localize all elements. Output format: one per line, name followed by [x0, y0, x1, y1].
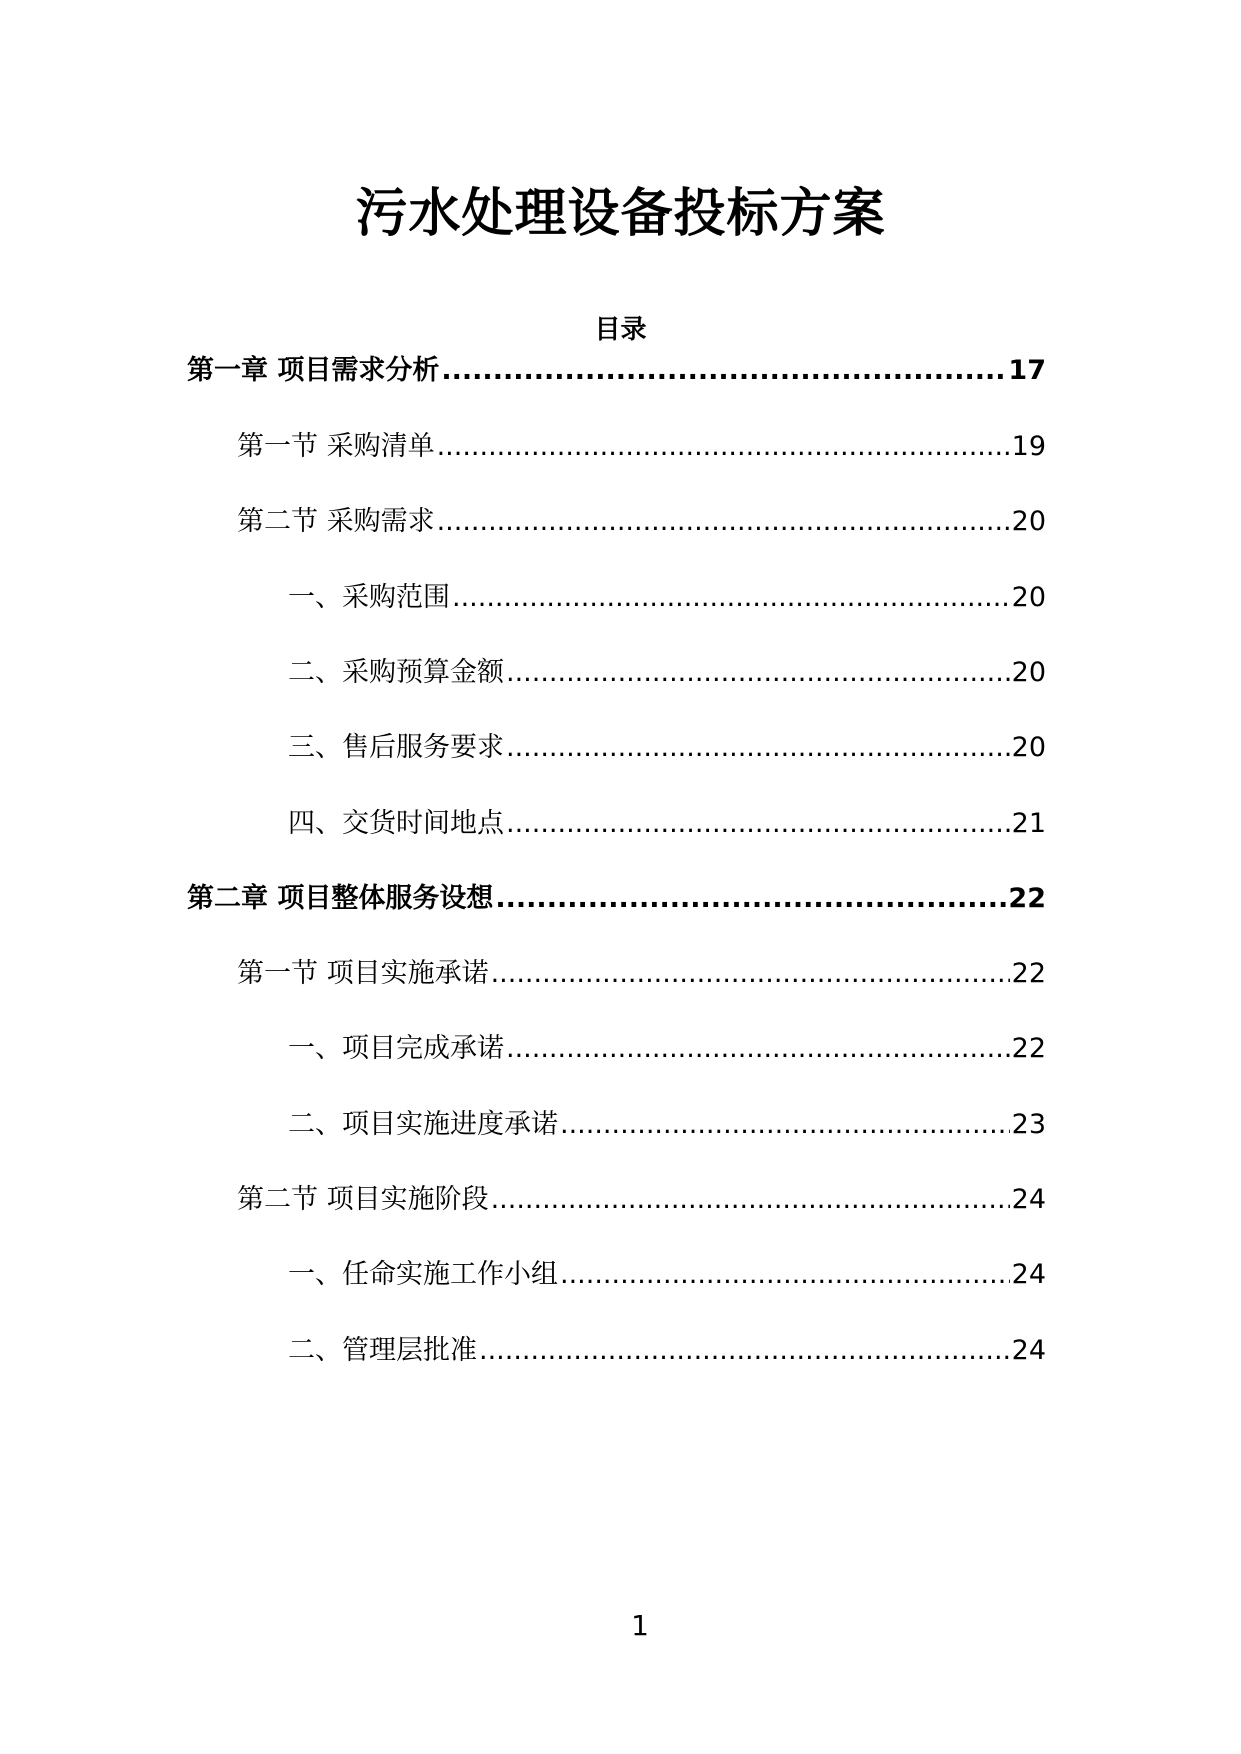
toc-entry-page: 20: [1011, 657, 1046, 688]
toc-entry-page: 20: [1011, 582, 1046, 613]
toc-entry-page: 23: [1011, 1109, 1046, 1140]
toc-entry-chapter-2[interactable]: [187, 877, 1046, 921]
toc-heading: 目录: [594, 315, 647, 345]
toc-leader-dots: [441, 349, 1006, 393]
toc-entry-section[interactable]: [237, 500, 1046, 544]
toc-entry-section[interactable]: [237, 1178, 1046, 1222]
toc-leader-dots: [560, 1253, 1010, 1297]
toc-entry-chapter-1[interactable]: [187, 349, 1046, 393]
toc-leader-dots: [437, 500, 1010, 544]
toc-entry-label: 四、交货时间地点: [288, 808, 504, 839]
toc-entry-label: 第一节 项目实施承诺: [237, 958, 489, 989]
toc-entry-page: 20: [1011, 732, 1046, 763]
toc-leader-dots: [452, 576, 1010, 620]
document-title: 污水处理设备投标方案: [355, 184, 886, 244]
toc-entry-subsection[interactable]: [288, 576, 1046, 620]
toc-leader-dots: [479, 1329, 1010, 1373]
toc-entry-subsection[interactable]: [288, 802, 1046, 846]
toc-entry-subsection[interactable]: [288, 1103, 1046, 1147]
toc-leader-dots: [491, 1178, 1010, 1222]
toc-entry-page: 24: [1011, 1335, 1046, 1366]
toc-entry-subsection[interactable]: [288, 1027, 1046, 1071]
toc-entry-label: 第二章 项目整体服务设想: [187, 883, 494, 914]
toc-entry-page: 17: [1008, 355, 1046, 386]
toc-leader-dots: [506, 651, 1010, 695]
toc-leader-dots: [506, 1027, 1010, 1071]
toc-entry-section[interactable]: [237, 952, 1046, 996]
toc-entry-page: 24: [1011, 1259, 1046, 1290]
toc-entry-subsection[interactable]: [288, 1253, 1046, 1297]
toc-entry-label: 一、项目完成承诺: [288, 1033, 504, 1064]
toc-leader-dots: [506, 726, 1010, 770]
toc-entry-subsection[interactable]: [288, 726, 1046, 770]
toc-leader-dots: [491, 952, 1010, 996]
toc-entry-label: 三、售后服务要求: [288, 732, 504, 763]
toc-leader-dots: [437, 425, 1010, 469]
toc-entry-label: 一、采购范围: [288, 582, 450, 613]
toc-entry-page: 22: [1008, 883, 1046, 914]
toc-entry-page: 24: [1011, 1184, 1046, 1215]
toc-entry-subsection[interactable]: [288, 651, 1046, 695]
toc-entry-page: 22: [1011, 958, 1046, 989]
toc-leader-dots: [495, 877, 1006, 921]
toc-entry-page: 22: [1011, 1033, 1046, 1064]
toc-entry-label: 第一节 采购清单: [237, 431, 435, 462]
toc-entry-section[interactable]: [237, 425, 1046, 469]
page-number: 1: [631, 1609, 649, 1642]
toc-entry-label: 二、管理层批准: [288, 1335, 477, 1366]
toc-entry-page: 19: [1011, 431, 1046, 462]
toc-leader-dots: [560, 1103, 1010, 1147]
toc-entry-label: 第二节 项目实施阶段: [237, 1184, 489, 1215]
toc-entry-label: 第一章 项目需求分析: [187, 355, 440, 386]
toc-entry-label: 二、采购预算金额: [288, 657, 504, 688]
toc-entry-label: 第二节 采购需求: [237, 506, 435, 537]
toc-entry-page: 20: [1011, 506, 1046, 537]
toc-entry-subsection[interactable]: [288, 1329, 1046, 1373]
toc-entry-label: 二、项目实施进度承诺: [288, 1109, 558, 1140]
toc-entry-page: 21: [1011, 808, 1046, 839]
toc-leader-dots: [506, 802, 1010, 846]
toc-entry-label: 一、任命实施工作小组: [288, 1259, 558, 1290]
